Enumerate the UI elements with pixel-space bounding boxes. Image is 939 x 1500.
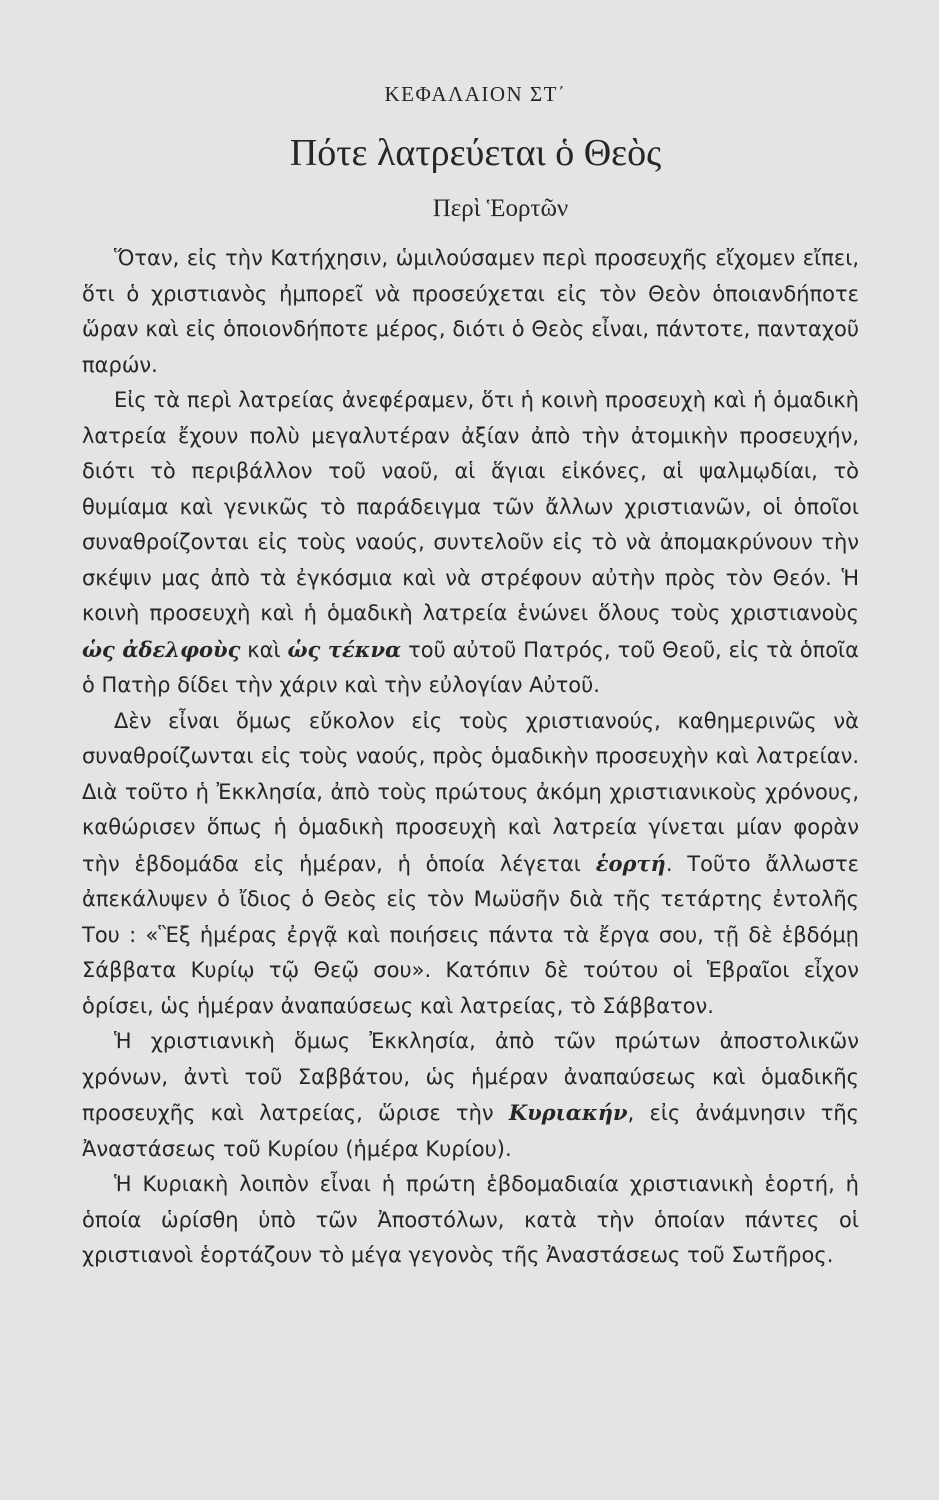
paragraph-text: Δὲν εἶναι ὅμως εὔκολον εἰς τοὺς χριστιανούς, καθημερινῶς νὰ συναθροίζωνται εἰς τοὺς ναούς, πρὸς ὁμαδικὴν προσευχὴν καὶ λατρείαν. Διὰ τοῦτο ἡ Ἐκκλησία, ἀπὸ τοὺς πρώτους ἀκόμη χριστιανικοὺς χρόνους, καθώρισεν ὅπως ἡ ὁμαδικὴ προσευχὴ καὶ λατρεία γίνεται μίαν φορὰν τὴν ἑβδομάδα εἰς ἡμέραν, ἡ ὁποία λέγεται — [82, 708, 859, 876]
paragraph-text: Ὅταν, εἰς τὴν Κατήχησιν, ὡμιλούσαμεν περὶ προσευχῆς εἴχομεν εἴπει, ὅτι ὁ χριστιανὸς ἠμπορεῖ νὰ προσεύχεται εἰς τὸν Θεὸν ὁποιανδήποτε ὥραν καὶ εἰς ὁποιονδήποτε μέρος, διότι ὁ Θεὸς εἶναι, πάντοτε, πανταχοῦ παρών. — [82, 246, 859, 377]
paragraph-text: καὶ — [240, 637, 288, 662]
paragraph-1 — [82, 241, 859, 383]
paragraph-text: τοῦ αὐτοῦ Πατρός, τοῦ Θεοῦ, εἰς τὰ ὁποῖα ὁ Πατὴρ δίδει τὴν χάριν καὶ τὴν εὐλογίαν Αὐτοῦ. — [82, 637, 859, 697]
paragraph-2 — [82, 383, 859, 704]
body-text — [82, 241, 859, 1274]
paragraph-text: . Τοῦτο ἄλλωστε ἀπεκάλυψεν ὁ ἴδιος ὁ Θεὸς εἰς τὸν Μωϋσῆν διὰ τῆς τετάρτης ἐντολῆς Του : «Ἓξ ἡμέρας ἐργᾷ καὶ ποιήσεις πάντα τὰ ἔργα σου, τῇ δὲ ἑβδόμῃ Σάββατα Κυρίῳ τῷ Θεῷ σου». Κατόπιν δὲ τούτου οἱ Ἑβραῖοι εἶχον ὁρίσει, ὡς ἡμέραν ἀναπαύσεως καὶ λατρείας, τὸ Σάββατον. — [82, 851, 859, 1018]
paragraph-text: Εἰς τὰ περὶ λατρείας ἀνεφέραμεν, ὅτι ἡ κοινὴ προσευχὴ καὶ ἡ ὁμαδικὴ λατρεία ἔχουν πολὺ μεγαλυτέραν ἀξίαν ἀπὸ τὴν ἀτομικὴν προσευχήν, διότι τὸ περιβάλλον τοῦ ναοῦ, αἱ ἅγιαι εἰκόνες, αἱ ψαλμῳδίαι, τὸ θυμίαμα καὶ γενικῶς τὸ παράδειγμα τῶν ἄλλων χριστιανῶν, οἱ ὁποῖοι συναθροίζονται εἰς τοὺς ναούς, συντελοῦν εἰς τὸ νὰ ἀπομακρύνουν τὴν σκέψιν μας ἀπὸ τὰ ἐγκόσμια καὶ νὰ στρέφουν αὐτὴν πρὸς τὸν Θεόν. Ἡ κοινὴ προσευχὴ καὶ ἡ ὁμαδικὴ λατρεία ἑνώνει ὅλους τοὺς χριστιανοὺς — [82, 388, 859, 625]
section-title: Περὶ Ἑορτῶν — [432, 195, 569, 222]
emphasis-text: ἑορτή — [595, 850, 666, 876]
paragraph-4 — [82, 1024, 859, 1167]
paragraph-3 — [82, 704, 859, 1025]
chapter-title: Πότε λατρεύεται ὁ Θεὸς — [289, 132, 662, 174]
emphasis-text: ὡς τέκνα — [287, 636, 402, 662]
emphasis-text: Κυριακήν — [508, 1100, 628, 1125]
emphasis-text: ὡς ἀδελφοὺς — [82, 636, 241, 662]
paragraph-5 — [82, 1167, 859, 1274]
paragraph-text: , εἰς ἀνάμνησιν τῆς Ἀναστάσεως τοῦ Κυρίου (ἡμέρα Κυρίου). — [82, 1101, 859, 1161]
paragraph-text: Ἡ χριστιανικὴ ὅμως Ἐκκλησία, ἀπὸ τῶν πρώτων ἀποστολικῶν χρόνων, ἀντὶ τοῦ Σαββάτου, ὡς ἡμέραν ἀναπαύσεως καὶ ὁμαδικῆς προσευχῆς καὶ λατρείας, ὥρισε τὴν — [82, 1029, 859, 1125]
paragraph-text: Ἡ Κυριακὴ λοιπὸν εἶναι ἡ πρώτη ἑβδομαδιαία χριστιανικὴ ἑορτή, ἡ ὁποία ὡρίσθη ὑπὸ τῶν Ἀποστόλων, κατὰ τὴν ὁποίαν πάντες οἱ χριστιανοὶ ἑορτάζουν τὸ μέγα γεγονὸς τῆς Ἀναστάσεως τοῦ Σωτῆρος. — [82, 1172, 859, 1267]
chapter-label: ΚΕΦΑΛΑΙΟΝ ΣΤ΄ — [384, 82, 567, 106]
